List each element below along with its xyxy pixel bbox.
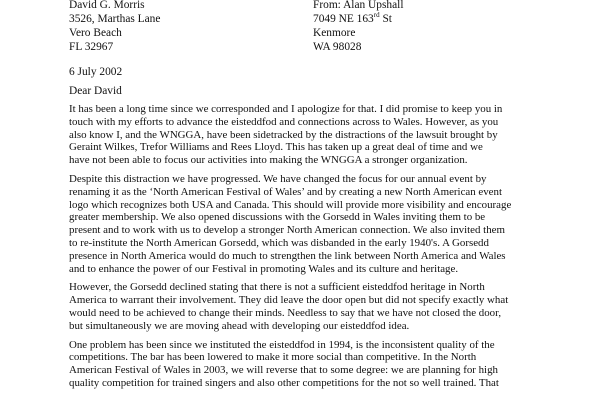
- paragraph: [69, 339, 579, 390]
- sender-street-number: 7049 NE 163: [313, 13, 374, 26]
- paragraph: [69, 103, 579, 167]
- sender-street-type: St: [379, 13, 392, 26]
- paragraph-line: and to enhance the power of our Festival in promoting Wales and its culture and heritage.: [69, 262, 459, 275]
- paragraph-line: America to warrant their involvement. They did leave the door open but did not specify exactly what: [69, 294, 509, 307]
- paragraph-line: touch with my efforts to advance the eisteddfod and connections across to Wales. However, as you: [69, 115, 499, 128]
- paragraph-line: have not been able to focus our activities into making the WNGGA a stronger organization.: [69, 154, 468, 167]
- sender-state-zip: WA 98028: [313, 41, 362, 54]
- recipient-street: 3526, Marthas Lane: [69, 13, 161, 26]
- paragraph-line: Geraint Wilkes, Trefor Williams and Rees Lloyd. This has taken up a great deal of time and we: [69, 141, 483, 154]
- letter-body: [69, 103, 579, 396]
- paragraph-line: One problem has been since we instituted the eisteddfod in 1994, is the inconsistent quality of the: [69, 338, 495, 351]
- paragraph-line: to re-institute the North American Gorsedd, which was disbanded in the early 1940's. A Gorsedd: [69, 236, 489, 249]
- paragraph-line: would need to be achieved to change their minds. Needless to say that we have not closed the door,: [69, 306, 502, 319]
- paragraph-line: renaming it as the ‘North American Festival of Wales’ and by creating a new North American event: [69, 185, 502, 198]
- paragraph-line: competitions. The bar has been lowered to make it more social than competitive. In the North: [69, 351, 477, 364]
- sender-city: Kenmore: [313, 27, 356, 40]
- paragraph-line: also know I, and the WNGGA, have been sidetracked by the distractions of the lawsuit brought by: [69, 128, 498, 141]
- paragraph-line: quality competition for trained singers and also other competitions for the not so well trained. That: [69, 376, 499, 389]
- paragraph-line: greater membership. We also opened discussions with the Gorsedd in Wales inviting them to be: [69, 211, 486, 224]
- paragraph-line: American Festival of Wales in 2003, we will reverse that to some degree: we are planning for high: [69, 364, 498, 377]
- sender-street-ordinal: rd: [373, 11, 380, 20]
- paragraph-line: It has been a long time since we corresponded and I apologize for that. I did promise to keep you in: [69, 103, 503, 115]
- recipient-name: David G. Morris: [69, 0, 145, 11]
- paragraph-line: logo which recognizes both USA and Canada. This should will provide more visibility and encourage: [69, 198, 512, 211]
- paragraph: [69, 281, 579, 332]
- sender-address: [313, 0, 404, 54]
- paragraph: [69, 173, 579, 275]
- recipient-city: Vero Beach: [69, 27, 122, 40]
- paragraph-line: Despite this distraction we have progressed. We have changed the focus for our annual event by: [69, 172, 487, 185]
- paragraph-line: However, the Gorsedd declined stating that there is not a sufficient eisteddfod heritage in North: [69, 281, 485, 294]
- sender-name: From: Alan Upshall: [313, 0, 404, 11]
- letter-date: 6 July 2002: [69, 66, 123, 78]
- recipient-address: [69, 0, 160, 54]
- sender-street: [313, 12, 404, 26]
- paragraph-line: presence in North America would do much to strengthen the link between North America and Wales: [69, 249, 506, 262]
- paragraph-line: present and to work with us to develop a stronger North American connection. We also invited them: [69, 224, 505, 237]
- recipient-state-zip: FL 32967: [69, 41, 114, 54]
- paragraph-line: but simultaneously we are moving ahead with developing our eisteddfod idea.: [69, 319, 410, 332]
- salutation: Dear David: [69, 85, 122, 97]
